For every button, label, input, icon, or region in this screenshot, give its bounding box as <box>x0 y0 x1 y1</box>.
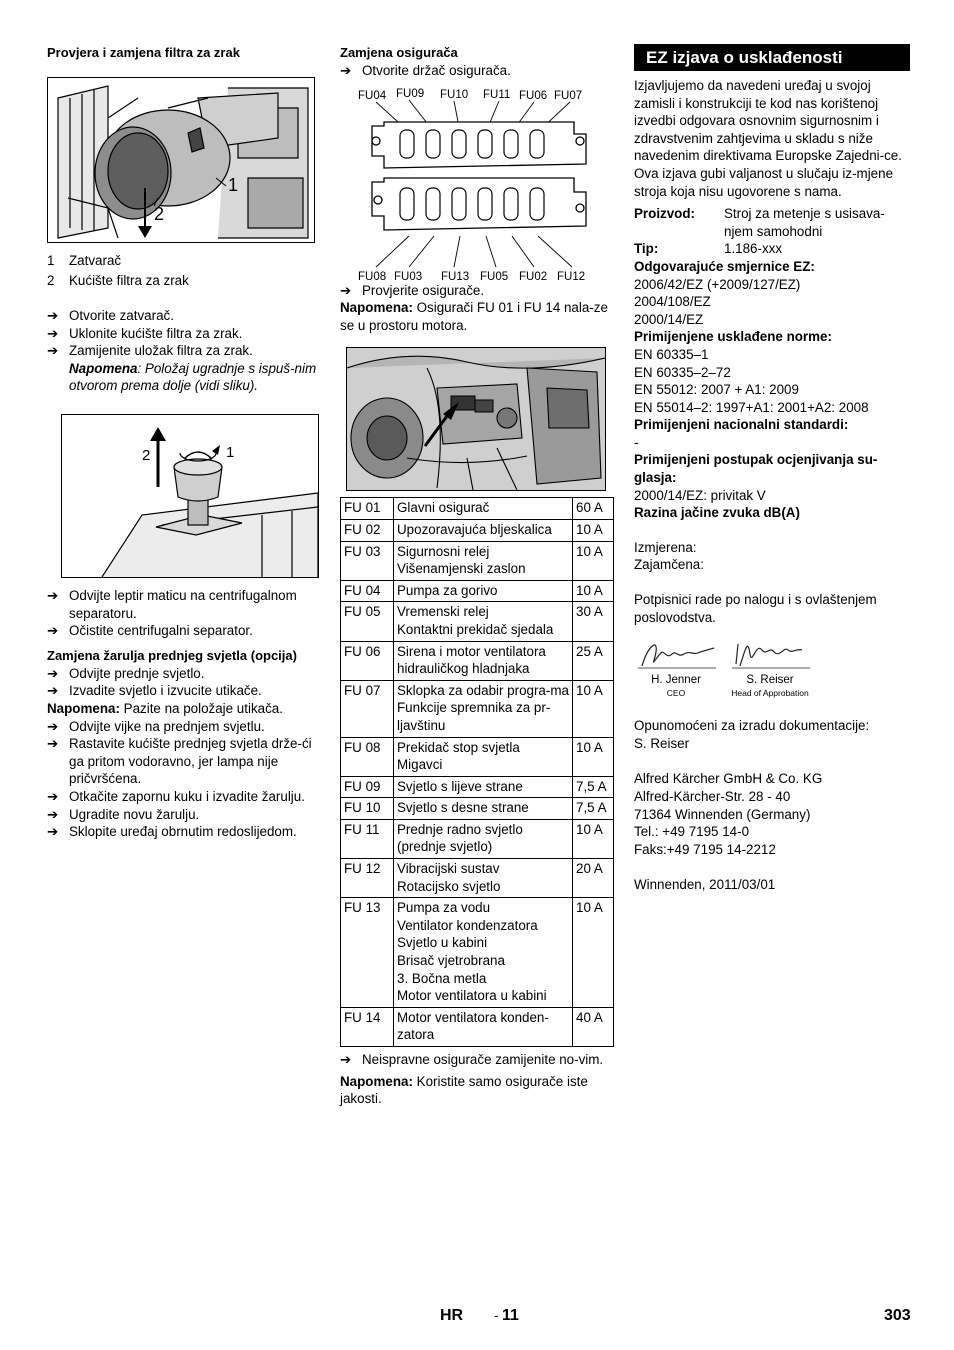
fuse-holder-figure <box>354 86 594 282</box>
step-item: ➔ Neispravne osigurače zamijenite no-vim. <box>340 1052 604 1067</box>
fuse-id: FU 05 <box>341 602 394 641</box>
company-line: Tel.: +49 7195 14-0 <box>634 824 750 840</box>
norms-heading: Primijenjene usklađene norme: <box>634 329 832 345</box>
fuse-table-row <box>341 541 614 580</box>
company-address <box>634 770 910 858</box>
company-line: 71364 Winnenden (Germany) <box>634 806 811 822</box>
step-item: ➔ Izvadite svjetlo i izvucite utikače. <box>47 683 262 699</box>
column-right <box>634 44 910 894</box>
fuse-id: FU 14 <box>341 1007 394 1046</box>
arrow-icon: ➔ <box>47 736 59 752</box>
step-item: ➔ Očistite centrifugalni separator. <box>47 623 253 639</box>
declaration-intro: Izjavljujemo da navedeni uređaj u svojoj zamisli i konstrukciji te kod nas korištenoj izvedbi odgovara osnovnim sigurnosnim i zdravstvenim zahtjevima u skladu s niže navedenim direktivama Europske Zajedni-ce. Ova izjava gubi valjanost u slučaju iz-mjene stroja koja nisu ugovorene s nama. <box>634 78 902 199</box>
procedure-heading: Primijenjeni postupak ocjenjivanja su-glasja: <box>634 452 878 486</box>
steps-bulb <box>47 665 325 841</box>
doc-authorized-label: Opunomoćeni za izradu dokumentacije: <box>634 718 870 734</box>
air-filter-illustration <box>48 78 314 242</box>
place-date: Winnenden, 2011/03/01 <box>634 877 776 893</box>
signature-block <box>634 636 718 700</box>
fuse-description: Upozoravajuća bljeskalica <box>394 519 573 541</box>
step-item: ➔ Otkačite zapornu kuku i izvadite žarulju. <box>47 788 305 804</box>
fuse-description: Prekidač stop svjetla Migavci <box>394 737 573 776</box>
company-line: Faks:+49 7195 14-2212 <box>634 841 776 857</box>
type-row: Tip: 1.186-xxx <box>634 241 783 257</box>
fuse-table-row <box>341 680 614 737</box>
signature-jenner-graphic <box>634 636 718 670</box>
fuse-label: FU10 <box>440 88 469 101</box>
heading-bulb-replacement: Zamjena žarulja prednjeg svjetla (opcija) <box>47 647 297 663</box>
fuse-id: FU 13 <box>341 898 394 1008</box>
fuse-label: FU02 <box>519 270 548 282</box>
fuse-id: FU 08 <box>341 737 394 776</box>
figure2-label-2: 2 <box>142 446 151 464</box>
company-line: Alfred-Kärcher-Str. 28 - 40 <box>634 789 791 804</box>
fuse-label: FU11 <box>483 88 511 101</box>
fuse-id: FU 03 <box>341 541 394 580</box>
fuse-id: FU 09 <box>341 776 394 798</box>
company-line: Alfred Kärcher GmbH & Co. KG <box>634 771 823 787</box>
ec-declaration-title: EZ izjava o usklađenosti <box>634 44 910 71</box>
steps-air-filter <box>47 307 325 395</box>
note-install-position: Napomena: Položaj ugradnje s ispuš-nim otvorom prema dolje (vidi sliku). <box>69 360 317 394</box>
arrow-icon: ➔ <box>340 1052 352 1067</box>
arrow-icon: ➔ <box>47 343 59 359</box>
fuse-holder-illustration <box>354 86 594 282</box>
norm-item: EN 60335–2–72 <box>634 364 731 380</box>
step-item: ➔ Odvijte leptir maticu na centrifugalnom separatoru. <box>47 587 297 621</box>
step-item: ➔ Odvijte vijke na prednjem svjetlu. <box>47 718 265 734</box>
step-item: ➔ Sklopite uređaj obrnutim redoslijedom. <box>47 824 297 840</box>
step-item: ➔ Rastavite kućište prednjeg svjetla drže-ći ga pritom vodoravno, jer lampa nije pričvršćena. <box>47 736 312 787</box>
fuse-table-row <box>341 602 614 641</box>
arrow-icon: ➔ <box>340 63 352 78</box>
fuse-rating: 60 A <box>573 498 614 520</box>
note-plug-positions: Napomena: Pazite na položaje utikača. <box>47 700 283 716</box>
fuse-description: Glavni osigurač <box>394 498 573 520</box>
doc-authorized-name: S. Reiser <box>634 735 690 751</box>
signature-block <box>728 636 812 700</box>
fuse-id: FU 11 <box>341 819 394 858</box>
fuse-table-row <box>341 798 614 820</box>
air-filter-figure <box>47 77 315 243</box>
arrow-icon: ➔ <box>47 308 59 323</box>
fuse-label: FU03 <box>394 270 423 282</box>
fuse-rating: 10 A <box>573 898 614 1008</box>
fuse-table-row <box>341 1007 614 1046</box>
figure1-label-1: 1 <box>228 175 239 195</box>
step-item: ➔ Zamijenite uložak filtra za zrak. <box>47 343 253 359</box>
sound-guaranteed: Zajamčena: <box>634 557 704 573</box>
note-same-rating: Napomena: Koristite samo osigurače iste jakosti. <box>340 1073 588 1107</box>
fuse-description: Pumpa za gorivo <box>394 580 573 602</box>
fuse-description: Vibracijski sustav Rotacijsko svjetlo <box>394 859 573 898</box>
arrow-icon: ➔ <box>47 806 59 822</box>
step-item: ➔ Otvorite zatvarač. <box>47 308 174 323</box>
signer2-name: S. Reiser <box>746 674 794 687</box>
legend-item: 1 Zatvarač <box>47 253 122 268</box>
step-item: ➔ Ugradite novu žarulju. <box>47 806 200 822</box>
fuse-rating: 10 A <box>573 580 614 602</box>
fuse-table-row <box>341 898 614 1008</box>
separator-figure <box>61 414 319 578</box>
fuse-description: Svjetlo s lijeve strane <box>394 776 573 798</box>
signature-reiser-graphic <box>728 636 812 670</box>
fuse-label: FU09 <box>396 87 425 100</box>
fuse-table-row <box>341 859 614 898</box>
fuse-rating: 7,5 A <box>573 776 614 798</box>
fuse-table-row <box>341 819 614 858</box>
footer-page-number: 303 <box>884 1307 911 1324</box>
step-item: ➔ Uklonite kućište filtra za zrak. <box>47 325 243 341</box>
fuse-id: FU 04 <box>341 580 394 602</box>
fuse-rating: 10 A <box>573 519 614 541</box>
column-left <box>47 44 325 841</box>
fuse-table-row <box>341 519 614 541</box>
directives-heading: Odgovarajuće smjernice EZ: <box>634 258 815 274</box>
fuse-id: FU 07 <box>341 680 394 737</box>
arrow-icon: ➔ <box>47 665 59 681</box>
fuse-table-row <box>341 776 614 798</box>
footer-language: HR <box>440 1307 464 1324</box>
arrow-icon: ➔ <box>47 788 59 804</box>
fuse-label: FU06 <box>519 89 548 102</box>
legend-item: 2 Kućište filtra za zrak <box>47 273 189 288</box>
signer2-role: Head of Approbation <box>731 688 809 699</box>
fuse-rating: 7,5 A <box>573 798 614 820</box>
fuse-rating: 30 A <box>573 602 614 641</box>
signer1-role: CEO <box>666 688 686 699</box>
heading-air-filter: Provjera i zamjena filtra za zrak <box>47 45 240 60</box>
arrow-icon: ➔ <box>47 824 59 840</box>
fuse-label: FU12 <box>557 270 586 282</box>
fuse-rating: 10 A <box>573 737 614 776</box>
fuse-table-row <box>341 580 614 602</box>
arrow-icon: ➔ <box>47 718 59 734</box>
step-item: ➔ Provjerite osigurače. <box>340 282 485 298</box>
fuse-table-row <box>341 737 614 776</box>
fuse-description: Svjetlo s desne strane <box>394 798 573 820</box>
fuse-label: FU08 <box>358 270 387 282</box>
arrow-icon: ➔ <box>47 623 59 639</box>
norm-item: EN 60335–1 <box>634 346 709 362</box>
fuse-id: FU 10 <box>341 798 394 820</box>
figure1-legend <box>47 251 325 291</box>
procedure-value: 2000/14/EZ: privitak V <box>634 487 766 503</box>
fuse-label: FU05 <box>480 270 509 282</box>
arrow-icon: ➔ <box>340 282 352 298</box>
national-standards-value: - <box>634 434 639 450</box>
fuse-description: Motor ventilatora konden-zatora <box>394 1007 573 1046</box>
fuse-rating: 10 A <box>573 819 614 858</box>
signatures <box>634 636 910 700</box>
fuse-table-row <box>341 641 614 680</box>
step-item: ➔ Otvorite držač osigurača. <box>340 63 511 78</box>
arrow-icon: ➔ <box>47 587 59 603</box>
engine-compartment-figure <box>346 347 606 491</box>
fuse-label: FU04 <box>358 89 387 102</box>
step-item: ➔ Odvijte prednje svjetlo. <box>47 665 205 681</box>
fuse-id: FU 12 <box>341 859 394 898</box>
fuse-label: FU07 <box>554 89 583 102</box>
fuse-description: Vremenski relej Kontaktni prekidač sjedala <box>394 602 573 641</box>
fuse-rating: 10 A <box>573 680 614 737</box>
heading-fuse-replacement: Zamjena osigurača <box>340 45 458 60</box>
product-info <box>634 205 910 258</box>
product-row: Proizvod: Stroj za metenje s usisava-njem samohodni <box>634 206 885 239</box>
figure1-label-2: 2 <box>154 204 165 224</box>
engine-illustration <box>347 348 605 490</box>
directive-item: 2000/14/EZ <box>634 311 704 327</box>
directive-item: 2006/42/EZ (+2009/127/EZ) <box>634 276 801 292</box>
fuse-description: Sigurnosni relej Višenamjenski zaslon <box>394 541 573 580</box>
figure2-label-1: 1 <box>226 443 235 461</box>
norm-item: EN 55014–2: 1997+A1: 2001+A2: 2008 <box>634 399 869 415</box>
footer-section-page: - 11 <box>494 1307 519 1324</box>
signers-intro: Potpisnici rade po nalogu i s ovlaštenjem poslovodstva. <box>634 592 877 625</box>
fuse-description: Pumpa za vodu Ventilator kondenzatora Svjetlo u kabini Brisač vjetrobrana 3. Bočna metla Motor ventilatora u kabini <box>394 898 573 1008</box>
separator-illustration <box>62 415 318 577</box>
sound-measured: Izmjerena: <box>634 539 697 555</box>
fuse-rating: 20 A <box>573 859 614 898</box>
fuse-table-row <box>341 498 614 520</box>
steps-separator <box>47 587 325 640</box>
fuse-description: Prednje radno svjetlo (prednje svjetlo) <box>394 819 573 858</box>
note-engine-fuses: Napomena: Osigurači FU 01 i FU 14 nala-ze se u prostoru motora. <box>340 300 608 333</box>
norm-item: EN 55012: 2007 + A1: 2009 <box>634 382 799 398</box>
fuse-label: FU13 <box>441 270 470 282</box>
signer1-name: H. Jenner <box>651 674 701 687</box>
fuse-rating: 10 A <box>573 541 614 580</box>
fuse-rating: 25 A <box>573 641 614 680</box>
column-middle <box>340 44 614 1108</box>
arrow-icon: ➔ <box>47 683 59 699</box>
arrow-icon: ➔ <box>47 325 59 341</box>
directive-item: 2004/108/EZ <box>634 294 711 310</box>
fuse-table <box>340 497 614 1047</box>
fuse-id: FU 02 <box>341 519 394 541</box>
national-standards-heading: Primijenjeni nacionalni standardi: <box>634 417 849 433</box>
fuse-id: FU 01 <box>341 498 394 520</box>
fuse-description: Sklopka za odabir progra-ma Funkcije spremnika za pr-ljavštinu <box>394 680 573 737</box>
fuse-description: Sirena i motor ventilatora hidrauličkog hladnjaka <box>394 641 573 680</box>
fuse-id: FU 06 <box>341 641 394 680</box>
fuse-rating: 40 A <box>573 1007 614 1046</box>
sound-level-heading: Razina jačine zvuka dB(A) <box>634 505 800 521</box>
